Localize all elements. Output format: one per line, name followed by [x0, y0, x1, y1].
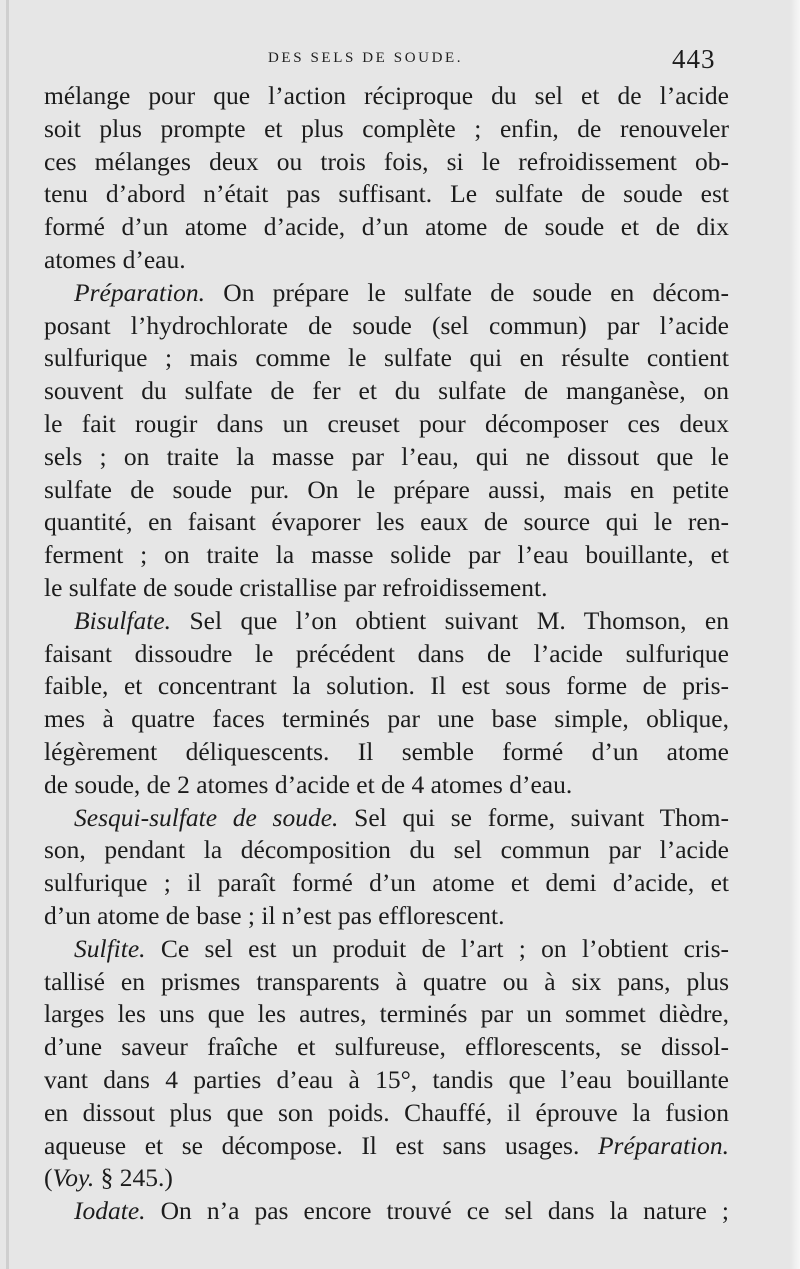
text-run: larges les uns que les autres, terminés par un sommet dièdre, — [44, 999, 729, 1029]
text-line — [44, 146, 729, 179]
text-line — [44, 1130, 729, 1163]
text-run: vant dans 4 parties d’eau à 15°, tandis que l’eau bouillante — [44, 1064, 729, 1094]
text-run: On prépare le sulfate de soude en décom- — [205, 277, 729, 307]
text-line — [44, 474, 729, 507]
text-line — [44, 703, 729, 736]
body-text — [44, 80, 729, 1228]
text-run: d’un atome de base ; il n’est pas efflorescent. — [44, 900, 505, 930]
text-run: légèrement déliquescents. Il semble formé d’un atome — [44, 736, 729, 766]
italic-run: Sesqui-sulfate de soude. — [74, 802, 339, 832]
text-line — [44, 506, 729, 539]
text-run: sulfate de soude pur. On le prépare aussi, mais en petite — [44, 474, 729, 504]
text-run: souvent du sulfate de fer et du sulfate de manganèse, on — [44, 376, 729, 406]
text-line — [44, 1162, 729, 1195]
text-run: d’une saveur fraîche et sulfureuse, efflorescents, se dissol- — [44, 1032, 729, 1062]
text-line — [44, 769, 729, 802]
text-line — [44, 998, 729, 1031]
text-run: son, pendant la décomposition du sel commun par l’acide — [44, 835, 729, 865]
text-run: le fait rougir dans un creuset pour décomposer ces deux — [44, 408, 729, 438]
page-header — [0, 44, 800, 82]
text-line — [44, 441, 729, 474]
italic-run: Bisulfate. — [74, 605, 172, 635]
text-line — [44, 736, 729, 769]
text-run: Sel que l’on obtient suivant M. Thomson, en — [171, 605, 729, 635]
text-run: Sel qui se forme, suivant Thom- — [338, 802, 730, 832]
italic-run: Sulfite. — [74, 933, 146, 963]
text-line — [44, 244, 729, 277]
italic-run: Préparation. — [579, 1130, 729, 1160]
text-line — [44, 80, 729, 113]
text-line — [44, 1195, 729, 1228]
text-run: atomes d’eau. — [44, 244, 186, 274]
text-run: mélange pour que l’action réciproque du sel et de l’acide — [44, 81, 729, 110]
page-number: 443 — [672, 44, 716, 74]
text-line — [44, 933, 729, 966]
text-run: faible, et concentrant la solution. Il est sous forme de pris- — [44, 671, 729, 701]
text-run: posant l’hydrochlorate de soude (sel commun) par l’acide — [44, 310, 729, 340]
text-run: sels ; on traite la masse par l’eau, qui ne dissout que le — [44, 441, 729, 471]
text-line — [44, 310, 729, 343]
text-line — [44, 572, 729, 605]
text-line — [44, 1064, 729, 1097]
text-line — [44, 375, 729, 408]
text-line — [44, 834, 729, 867]
text-run: soit plus prompte et plus complète ; enfin, de renouveler — [44, 113, 729, 143]
text-run: mes à quatre faces terminés par une base simple, oblique, — [44, 704, 729, 734]
text-run: aqueuse et se décompose. Il est sans usages. — [44, 1130, 580, 1160]
text-run: ( — [44, 1163, 53, 1193]
text-run: ces mélanges deux ou trois fois, si le refroidissement ob- — [44, 146, 729, 176]
text-run: tallisé en prismes transparents à quatre ou à six pans, plus — [44, 966, 729, 996]
text-run: faisant dissoudre le précédent dans de l’acide sulfurique — [44, 638, 729, 668]
text-line — [44, 113, 729, 146]
text-run: en dissout plus que son poids. Chauffé, il éprouve la fusion — [44, 1097, 729, 1127]
text-line — [44, 900, 729, 933]
text-line — [44, 605, 729, 638]
text-run: ferment ; on traite la masse solide par l’eau bouillante, et — [44, 540, 729, 570]
text-run: § 245.) — [94, 1163, 173, 1193]
italic-run: Iodate. — [74, 1196, 146, 1226]
text-line — [44, 1097, 729, 1130]
text-run: sulfurique ; il paraît formé d’un atome et demi d’acide, et — [44, 868, 729, 898]
text-line — [44, 966, 729, 999]
italic-run: Préparation. — [74, 277, 206, 307]
text-line — [44, 211, 729, 244]
text-run: le sulfate de soude cristallise par refroidissement. — [44, 572, 548, 602]
text-run: de soude, de 2 atomes d’acide et de 4 atomes d’eau. — [44, 769, 573, 799]
text-line — [44, 638, 729, 671]
text-line — [44, 802, 729, 835]
text-line — [44, 670, 729, 703]
running-head: DES SELS DE SOUDE. — [268, 50, 464, 66]
italic-run: Voy. — [52, 1163, 95, 1193]
text-run: tenu d’abord n’était pas suffisant. Le sulfate de soude est — [44, 179, 729, 209]
text-run: quantité, en faisant évaporer les eaux de source qui le ren- — [44, 507, 729, 537]
text-run: Ce sel est un produit de l’art ; on l’obtient cris- — [145, 933, 729, 963]
text-run: sulfurique ; mais comme le sulfate qui en résulte contient — [44, 343, 729, 373]
text-line — [44, 178, 729, 211]
text-line — [44, 867, 729, 900]
text-run: formé d’un atome d’acide, d’un atome de soude et de dix — [44, 212, 729, 242]
text-line — [44, 342, 729, 375]
text-run: On n’a pas encore trouvé ce sel dans la nature ; — [145, 1196, 729, 1226]
text-line — [44, 277, 729, 310]
text-line — [44, 539, 729, 572]
text-line — [44, 408, 729, 441]
text-line — [44, 1031, 729, 1064]
